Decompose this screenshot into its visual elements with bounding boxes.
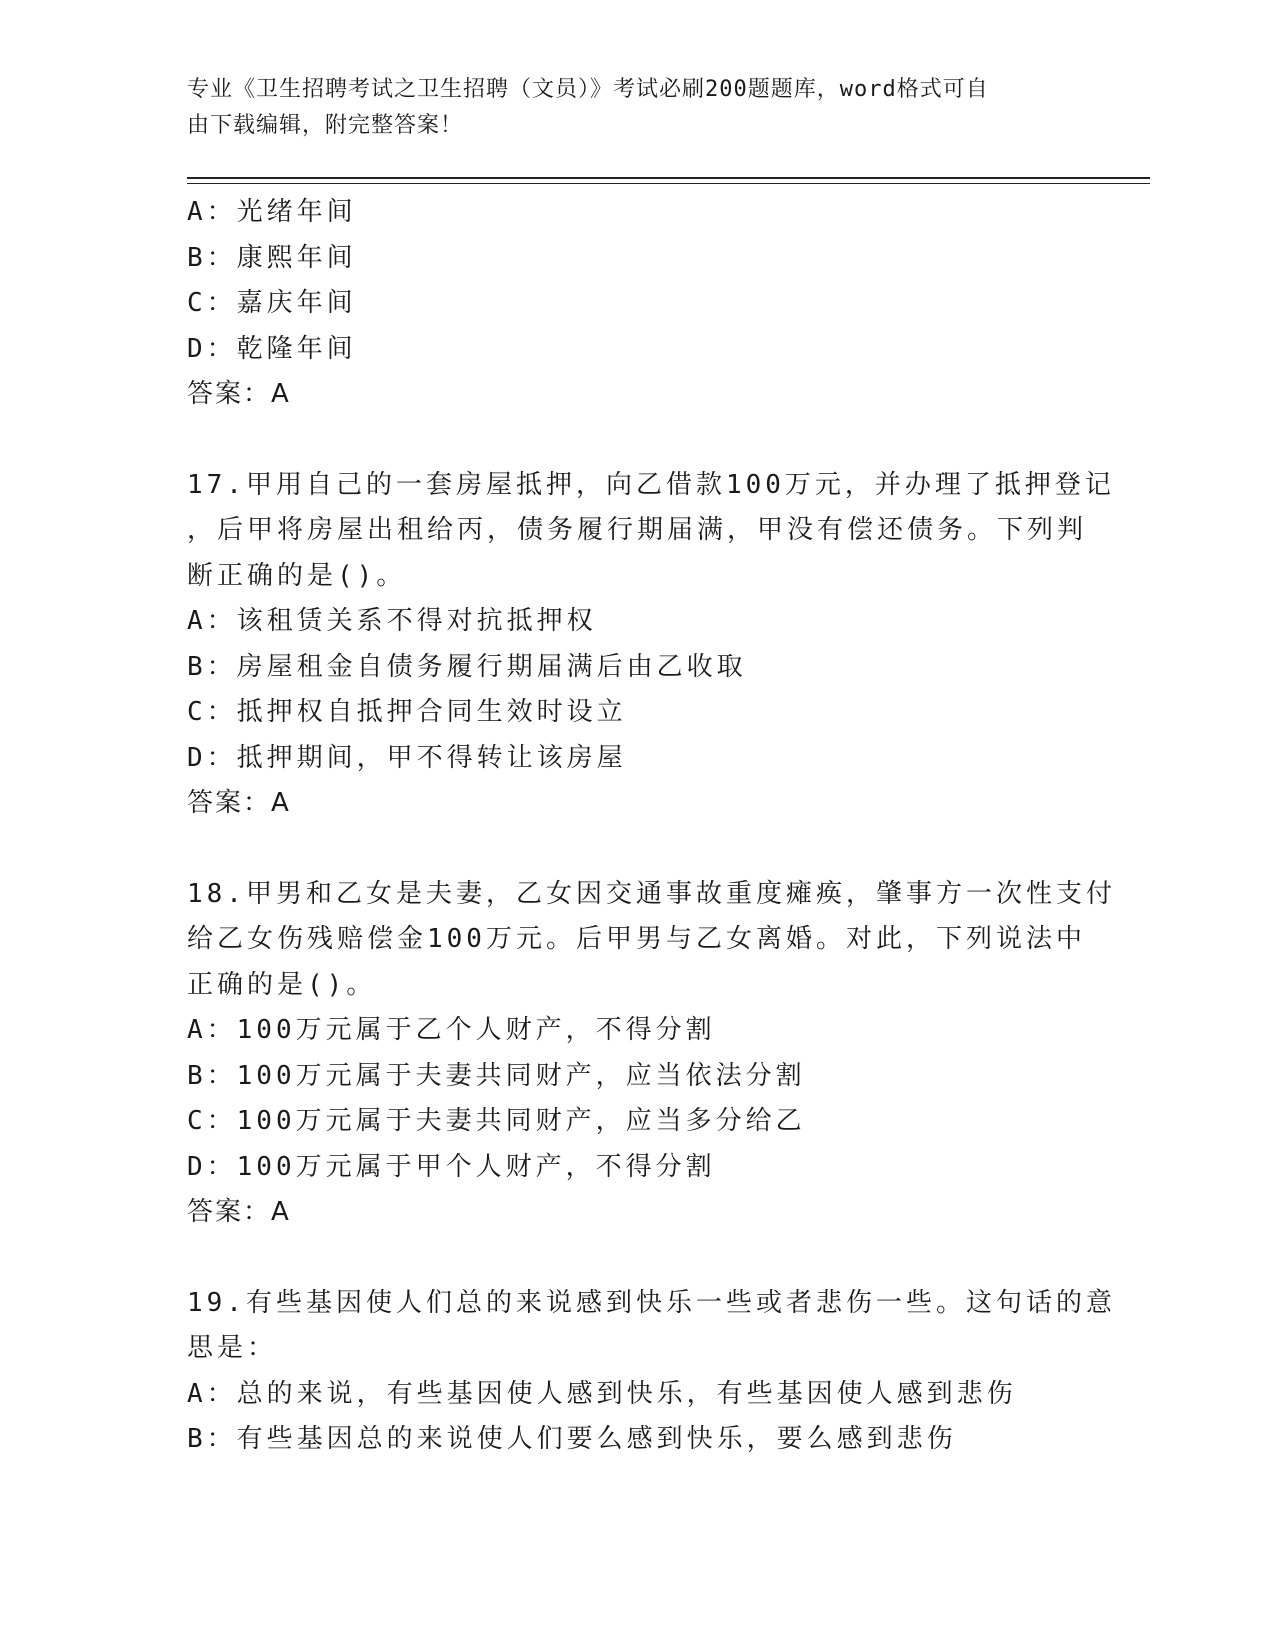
question-spacer [187,827,1087,872]
option-a: A：该租赁关系不得对抗抵押权 [187,606,597,636]
question-stem-line: 思是： [187,1333,278,1363]
question-stem-line: 给乙女伤残赔偿金100万元。后甲男与乙女离婚。对此，下列说法中 [187,924,1086,954]
option-a: A：总的来说，有些基因使人感到快乐，有些基因使人感到悲伤 [187,1378,1017,1409]
answer-line: 答案：A [187,788,291,818]
answer-line: 答案：A [187,379,291,409]
option-d: D：抵押期间，甲不得转让该房屋 [187,742,627,773]
question-16 [187,190,1087,418]
question-stem-line: 17.甲用自己的一套房屋抵押，向乙借款100万元，并办理了抵押登记 [187,469,1115,500]
answer-line: 答案：A [187,1197,291,1227]
option-d: D：乾隆年间 [187,333,357,364]
header-divider-thin [187,183,1150,184]
option-a: A：100万元属于乙个人财产，不得分割 [187,1015,716,1045]
question-stem-line: 正确的是()。 [187,969,377,1000]
question-stem-line: 断正确的是()。 [187,560,407,591]
option-b: B：有些基因总的来说使人们要么感到快乐，要么感到悲伤 [187,1424,957,1454]
question-spacer [187,418,1087,463]
option-b: B：100万元属于夫妻共同财产，应当依法分割 [187,1060,806,1091]
header-divider-thick [187,177,1150,179]
document-header [187,72,1067,144]
question-18 [187,872,1116,1236]
option-a: A：光绪年间 [187,197,357,227]
option-b: B：房屋租金自债务履行期届满后由乙收取 [187,651,747,682]
option-b: B：康熙年间 [187,242,357,273]
option-c: C：嘉庆年间 [187,288,357,318]
question-stem-line: 18.甲男和乙女是夫妻，乙女因交通事故重度瘫痪，肇事方一次性支付 [187,878,1116,909]
question-17 [187,463,1115,827]
question-stem-line: 19.有些基因使人们总的来说感到快乐一些或者悲伤一些。这句话的意 [187,1287,1116,1318]
header-line-2: 由下载编辑，附完整答案！ [187,113,464,138]
header-line-1: 专业《卫生招聘考试之卫生招聘（文员）》考试必刷200题题库，word格式可自 [187,77,989,102]
option-c: C：100万元属于夫妻共同财产，应当多分给乙 [187,1106,806,1136]
question-stem-line: ，后甲将房屋出租给丙，债务履行期届满，甲没有偿还债务。下列判 [187,515,1088,545]
question-19 [187,1281,1116,1463]
option-c: C：抵押权自抵押合同生效时设立 [187,697,627,727]
question-spacer [187,1236,1087,1281]
option-d: D：100万元属于甲个人财产，不得分割 [187,1151,716,1182]
question-list [187,190,1116,1463]
